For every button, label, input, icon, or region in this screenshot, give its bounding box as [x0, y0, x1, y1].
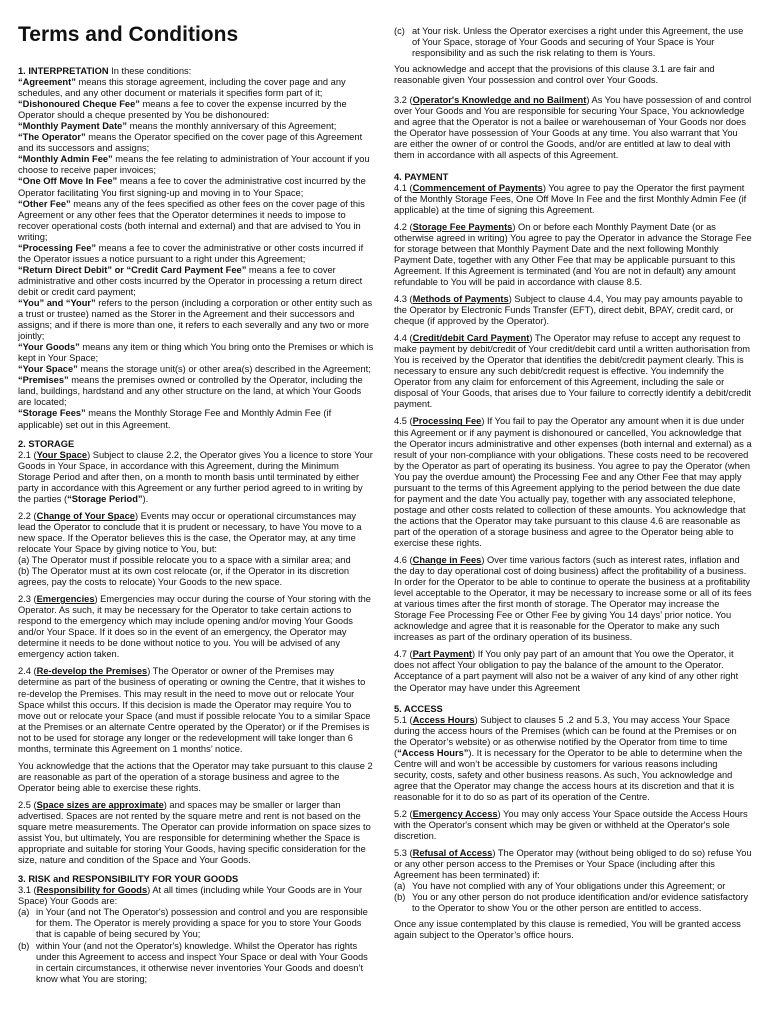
definition: “Monthly Payment Date” means the monthly anniversary of this Agreement;: [18, 121, 337, 132]
clause-3-1-a: (a) in Your (and not The Operator's) possession and control and you are responsible for them. The Operator is merely providing a space for you to store Your Goods that is capable of being secured by You;: [18, 907, 368, 940]
clause-2-1: 2.1 (Your Space) Subject to clause 2.2, the Operator gives You a licence to store Your Goods in Your Space, in accordance with this Agreement, during the Minimum Storage Period and after then, on a month to month basis until terminated by either party in accordance with this Agreement or any further period agreed to in writing by the parties (“Storage Period”).: [18, 449, 373, 504]
clause-3-2: 3.2 (Operator's Knowledge and no Bailment) As You have possession of and control over Your Goods and You are responsible for securing Your Space, You acknowledge and agree that the Operator is not a bailee or warehouseman of Your Goods nor does the Operator have possession of Your Goods at any time. You also warrant that You are either the owner of or control the Goods, and/or are entitled at law to deal with them in accordance with all aspects of this Agreement.: [394, 95, 752, 161]
right-column-body: [394, 26, 752, 948]
clause-2-2: 2.2 (Change of Your Space) Events may occur or operational circumstances may lead the Operator to conclude that it is prudent or necessary, to have You move to a new space. If the Operator believes this is the case, the Operator may, at any time relocate Your Space by giving notice to You, but:: [18, 510, 362, 554]
clause-5-3-b: (b) You or any other person do not produce identification and/or evidence satisfactory to the Operator to show You or the other person are entitled to access.: [394, 892, 749, 914]
clause-3-1-b: (b) within Your (and not the Operator's) knowledge. Whilst the Operator has rights under this Agreement to access and inspect Your Space or deal with Your Goods in certain circumstances, it otherwise never inventories Your Goods and doesn’t know what You are storing;: [18, 940, 368, 984]
section-4-heading: 4. PAYMENT: [394, 171, 449, 182]
clause-3-acknowledgement: You acknowledge and accept that the provisions of this clause 3.1 are fair and reasonable given Your possession and control over Your Goods.: [394, 64, 715, 86]
section-2-heading: 2. STORAGE: [18, 438, 75, 449]
clause-2-3: 2.3 (Emergencies) Emergencies may occur during the course of Your storing with the Operator. As such, it may be necessary for the Operator to take certain actions to respond to the emergency which may include opening and/or moving Your Goods and/or Your Space. If it does so in the event of an emergency, the Operator may determine it needs to be done without notice to you. You will be advised of any emergency action taken.: [18, 594, 371, 660]
definition: “Other Fee” means any of the fees specified as other fees on the cover page of this Agreement or any other fees that the Operator determines it needs to impose to recover operational costs (both internal and external) and that are advised to You in writing;: [18, 198, 365, 242]
definition: “Premises” means the premises owned or controlled by the Operator, including the land, buildings, hardstand and any other structure on the land, at which Your Goods are located;: [18, 375, 363, 408]
clause-1-intro: 1. INTERPRETATION In these conditions:: [18, 66, 192, 76]
clause-4-4: 4.4 (Credit/debit Card Payment) The Operator may refuse to accept any request to make payment by debit/credit of Your credit/debit card until a written authorisation from You is received by the Operator that identifies the debit/credit payment clearly. This is necessary to ensure any such debit/credit request is effective. You indemnify the Operator from any claim for enforcement of this Agreement, including the sale or disposal of Your Goods, that arises due to Your failure to correctly identify a debit/credit payment.: [394, 333, 752, 410]
clause-3-1: 3.1 (Responsibility for Goods) At all times (including while Your Goods are in Your Space) Your Goods are:: [18, 885, 363, 907]
definition: “Monthly Admin Fee” means the fee relating to administration of Your account if you choose to receive paper invoices;: [18, 154, 370, 176]
clause-2-2-a: (a) The Operator must if possible relocate you to a space with a similar area; and: [18, 555, 351, 566]
definition: “Your Goods” means any item or thing which You bring onto the Premises or which is kept in Your Space;: [18, 342, 374, 364]
definition: “Dishonoured Cheque Fee” means a fee to cover the expense incurred by the Operator should a cheque presented by You be dishonoured:: [18, 99, 347, 121]
definition: “Your Space” means the storage unit(s) or other area(s) described in the Agreement;: [18, 364, 371, 375]
clause-2-4: 2.4 (Re-develop the Premises) The Operator or owner of the Premises may determine as part of the business of operating or owning the Centre, that it wishes to re-develop the Premises. This may result in the need to move out or relocate Your Space whilst this occurs. If this decision is made the Operator may require You to move out or relocate your Space (and must if possible relocate You to a similar Space at the Premises or an alternate Centre operated by the Operator) or if the Premises is not to be used for storage any longer or the redevelopment will take longer than 6 months, terminate this Agreement on 1 months’ notice.: [18, 666, 371, 754]
clause-4-7: 4.7 (Part Payment) If You only pay part of an amount that You owe the Operator, it does not affect Your obligation to pay the balance of the amount to the Operator. Acceptance of a part payment will also not be a waiver of any kind of any other right the Operator may have under this Agreement: [394, 649, 739, 693]
definition: “Processing Fee” means a fee to cover the administrative or other costs incurred if the Operator issues a notice pursuant to a right under this Agreement;: [18, 242, 364, 264]
clause-5-3-a: (a) You have not complied with any of Your obligations under this Agreement; or: [394, 881, 726, 892]
definition: “The Operator” means the Operator specified on the cover page of this Agreement and its successors and assigns;: [18, 132, 363, 154]
clause-5-1: 5.1 (Access Hours) Subject to clauses 5 .2 and 5.3, You may access Your Space during the access hours of the Premises (which can be found at the Premises or on the Operator’s website) or as otherwise notified by the Operator from time to time (“Access Hours”). It is necessary for the Operator to be able to determine when the Centre will and won’t be accessible by customers for various reasons including security, costs, safety and other business reasons. As such, You acknowledge and agree that the Operator may change the access hours at its discretion and that it is reasonable for it to do so as part of its operation of the Centre.: [394, 714, 743, 802]
clause-4-6: 4.6 (Change in Fees) Over time various factors (such as interest rates, inflation and the day to day operational cost of doing business) affect the profitability of a business. In order for the Operator to be able to continue to operate the business at a profitability level acceptable to the Operator, it may be necessary to increase some or all of its fees at various times after the first month of storage. The Operator may increase the Storage Fee Processing Fee or Other Fee by giving You 14 days’ prior notice. You acknowledge and agree that it is reasonable for the Operator to make any such increases as part of the ordinary operation of its business.: [394, 555, 752, 643]
clause-3-1-c: (c) at Your risk. Unless the Operator exercises a right under this Agreement, the use of Your Space, storage of Your Goods and securing of Your Space is Your responsibility and as such the risk relating to them is Yours.: [394, 26, 744, 59]
clause-2-2-b: (b) The Operator must at its own cost relocate (or, if the Operator in its discretion agrees, pay the costs to relocate) Your Goods to the new space.: [18, 566, 350, 588]
clause-5-3: 5.3 (Refusal of Access) The Operator may (without being obliged to do so) refuse You or any other person access to the Premises or Your Space (including after this Agreement has been terminated) if:: [394, 848, 752, 881]
section-5-heading: 5. ACCESS: [394, 703, 443, 714]
section-1-heading: 1. INTERPRETATION: [18, 66, 109, 76]
definition: “One Off Move In Fee” means a fee to cover the administrative cost incurred by the Operator facilitating You first signing-up and moving in to Your Space;: [18, 176, 366, 198]
clause-4-2: 4.2 (Storage Fee Payments) On or before each Monthly Payment Date (or as otherwise agreed in writing) You agree to pay the Operator in advance the Storage Fee for storage between that Monthly Payment Date and the next following Monthly Payment Date, together with any Other Fee that may be applicable pursuant to this Agreement. If this Agreement is terminated (and You are not in default) any amount refundable to You will be paid in accordance with clause 8.5.: [394, 221, 752, 287]
definition: “Storage Fees” means the Monthly Storage Fee and Monthly Admin Fee (if applicable) set out in this Agreement.: [18, 408, 332, 430]
clause-2-5: 2.5 (Space sizes are approximate) and spaces may be smaller or larger than advertised. Spaces are not rented by the square metre and rent is not based on the square metre measurements. The Operator can provide information on space sizes to assist You, but ultimately, You are responsible for determining whether the Space is appropriate and suitable for storing Your Goods, having specific consideration for the size, nature and condition of the Space and Your Goods.: [18, 799, 371, 866]
clause-2-acknowledgement: You acknowledge that the actions that the Operator may take pursuant to this clause 2 are reasonable as part of the operation of a storage business and agree to the Operator being able to exercise these rights.: [18, 760, 373, 793]
page-title: Terms and Conditions: [18, 23, 239, 46]
clause-5-closing: Once any issue contemplated by this clause is remedied, You will be granted access again subject to the Operator’s office hours.: [394, 919, 741, 941]
definition: “You” and “Your” refers to the person (including a corporation or other entity such as a trust or trustee) named as the Storer in the Agreement and their successors and assigns; and if there is more than one, it refers to each severally and any two or more jointly;: [18, 297, 373, 342]
left-column-body: [18, 66, 374, 985]
clause-4-3: 4.3 (Methods of Payments) Subject to clause 4.4, You may pay amounts payable to the Operator by Electronic Funds Transfer (EFT), direct debit, BPAY, credit card, or cheque (if approved by the Operator).: [394, 293, 743, 327]
clause-4-5: 4.5 (Processing Fee) If You fail to pay the Operator any amount when it is due under this Agreement or if any payment is dishonoured or cancelled, You acknowledge that the Operator incurs administrative and other expenses (both internal and external) as a result of your non-compliance with your obligations. These costs need to be recovered by the Operator as part of operating its business. You agree to pay the Operator (when You pay the overdue amount) the Processing Fee and any Other Fee that may apply pursuant to the terms of this Agreement applying to the period between the due date for payment and the date You actually pay, together with any associated telephone, postage and other costs related to collection of these amounts. You acknowledge that the actions that the Operator may take pursuant to this clause 4.6 are reasonable as part of the operation of a storage business and agree to the Operator being able to exercise these rights.: [394, 416, 752, 548]
clause-4-1: 4.1 (Commencement of Payments) You agree to pay the Operator the first payment of the Monthly Storage Fees, One Off Move In Fee and the first Monthly Admin Fee (if applicable) at the time of signing this Agreement.: [394, 182, 747, 215]
section-3-heading: 3. RISK and RESPONSIBILITY FOR YOUR GOODS: [18, 874, 239, 885]
clause-5-2: 5.2 (Emergency Access) You may only access Your Space outside the Access Hours with the Operator's consent which may be given or withheld at the Operator's sole discretion.: [394, 809, 748, 842]
definition: “Agreement” means this storage agreement, including the cover page and any schedules, and any other document or materials it specifies form part of it;: [18, 77, 346, 99]
definition: “Return Direct Debit” or “Credit Card Payment Fee” means a fee to cover administrative and other costs incurred by the Operator in processing a return direct debit or credit card payment;: [18, 264, 363, 297]
